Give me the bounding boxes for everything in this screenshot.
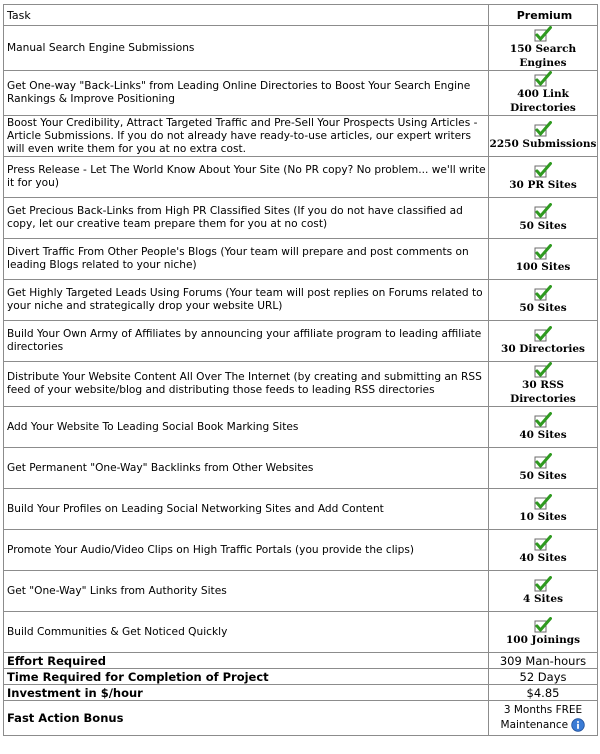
premium-value: 2250 Submissions: [489, 138, 597, 150]
premium-value: 30 PR Sites: [509, 179, 577, 191]
premium-cell: [489, 239, 598, 280]
task-column-header: Task: [4, 5, 489, 26]
summary-label: Investment in $/hour: [4, 685, 489, 701]
task-description: Promote Your Audio/Video Clips on High Traffic Portals (you provide the clips): [4, 530, 489, 571]
summary-row: [4, 653, 598, 669]
task-description: Build Your Profiles on Leading Social Networking Sites and Add Content: [4, 489, 489, 530]
premium-cell: [489, 26, 598, 71]
task-row: [4, 157, 598, 198]
task-description: Get One-way "Back-Links" from Leading Online Directories to Boost Your Search Engine Rankings & Improve Positioning: [4, 71, 489, 116]
premium-cell: [489, 71, 598, 116]
summary-row: [4, 685, 598, 701]
task-row: [4, 239, 598, 280]
summary-value: $4.85: [489, 685, 598, 701]
header-row: [4, 5, 598, 26]
premium-cell: [489, 571, 598, 612]
bonus-value: 3 Months FREE Maintenance: [500, 704, 583, 731]
task-description: Build Communities & Get Noticed Quickly: [4, 612, 489, 653]
summary-label: Effort Required: [4, 653, 489, 669]
premium-value: 50 Sites: [519, 302, 567, 314]
task-row: [4, 280, 598, 321]
checkmark-icon: [534, 412, 552, 428]
premium-cell: [489, 612, 598, 653]
premium-value: 100 Joinings: [505, 634, 581, 646]
task-description: Boost Your Credibility, Attract Targeted Traffic and Pre-Sell Your Prospects Using Articles - Article Submissions. If you do not already have ready-to-use articles, our expert writers will even write them for you at no extra cost.: [4, 116, 489, 157]
premium-cell: [489, 321, 598, 362]
checkmark-icon: [534, 535, 552, 551]
task-row: [4, 489, 598, 530]
checkmark-icon: [534, 494, 552, 510]
task-row: [4, 612, 598, 653]
premium-cell: [489, 362, 598, 407]
checkmark-icon: [534, 576, 552, 592]
task-description: Get Permanent "One-Way" Backlinks from Other Websites: [4, 448, 489, 489]
summary-label: Time Required for Completion of Project: [4, 669, 489, 685]
task-row: [4, 407, 598, 448]
bonus-value-cell: [489, 701, 598, 736]
task-row: [4, 362, 598, 407]
premium-value: 100 Sites: [515, 261, 571, 273]
task-row: [4, 26, 598, 71]
task-description: Get Highly Targeted Leads Using Forums (Your team will post replies on Forums related to your niche and strategically drop your website URL): [4, 280, 489, 321]
premium-value: 50 Sites: [519, 470, 567, 482]
comparison-table: [3, 4, 598, 736]
task-description: Get Precious Back-Links from High PR Classified Sites (If you do not have classified ad copy, let our creative team prepare them for you at no cost): [4, 198, 489, 239]
checkmark-icon: [534, 617, 552, 633]
premium-cell: [489, 448, 598, 489]
summary-value: 52 Days: [489, 669, 598, 685]
task-row: [4, 116, 598, 157]
checkmark-icon: [534, 162, 552, 178]
premium-cell: [489, 530, 598, 571]
premium-value: 10 Sites: [519, 511, 567, 523]
task-row: [4, 530, 598, 571]
checkmark-icon: [534, 362, 552, 378]
task-description: Add Your Website To Leading Social Book Marking Sites: [4, 407, 489, 448]
bonus-label: Fast Action Bonus: [4, 701, 489, 736]
task-description: Manual Search Engine Submissions: [4, 26, 489, 71]
task-row: [4, 571, 598, 612]
premium-cell: [489, 198, 598, 239]
summary-value: 309 Man-hours: [489, 653, 598, 669]
premium-value: 4 Sites: [523, 593, 563, 605]
task-description: Get "One-Way" Links from Authority Sites: [4, 571, 489, 612]
checkmark-icon: [534, 326, 552, 342]
summary-row: [4, 669, 598, 685]
premium-value: 40 Sites: [519, 552, 567, 564]
task-row: [4, 448, 598, 489]
checkmark-icon: [534, 244, 552, 260]
checkmark-icon: [534, 453, 552, 469]
task-row: [4, 71, 598, 116]
premium-value: 40 Sites: [519, 429, 567, 441]
premium-value: 50 Sites: [519, 220, 567, 232]
premium-column-header: Premium: [489, 5, 598, 26]
premium-value: 30 Directories: [501, 343, 585, 355]
task-row: [4, 321, 598, 362]
premium-value: 30 RSS Directories: [510, 379, 576, 405]
checkmark-icon: [534, 121, 552, 137]
premium-cell: [489, 407, 598, 448]
task-description: Press Release - Let The World Know About Your Site (No PR copy? No problem... we'll write it for you): [4, 157, 489, 198]
task-description: Divert Traffic From Other People's Blogs (Your team will prepare and post comments on leading Blogs related to your niche): [4, 239, 489, 280]
premium-cell: [489, 157, 598, 198]
task-description: Build Your Own Army of Affiliates by announcing your affiliate program to leading affiliate directories: [4, 321, 489, 362]
checkmark-icon: [534, 71, 552, 87]
checkmark-icon: [534, 285, 552, 301]
premium-cell: [489, 489, 598, 530]
task-description: Distribute Your Website Content All Over The Internet (by creating and submitting an RSS feed of your website/blog and distributing those feeds to leading RSS directories: [4, 362, 489, 407]
premium-cell: [489, 280, 598, 321]
checkmark-icon: [534, 26, 552, 42]
info-icon[interactable]: [571, 718, 585, 732]
premium-cell: [489, 116, 598, 157]
premium-value: 150 Search Engines: [509, 43, 577, 69]
premium-value: 400 Link Directories: [510, 88, 576, 114]
checkmark-icon: [534, 203, 552, 219]
task-row: [4, 198, 598, 239]
bonus-row: [4, 701, 598, 736]
